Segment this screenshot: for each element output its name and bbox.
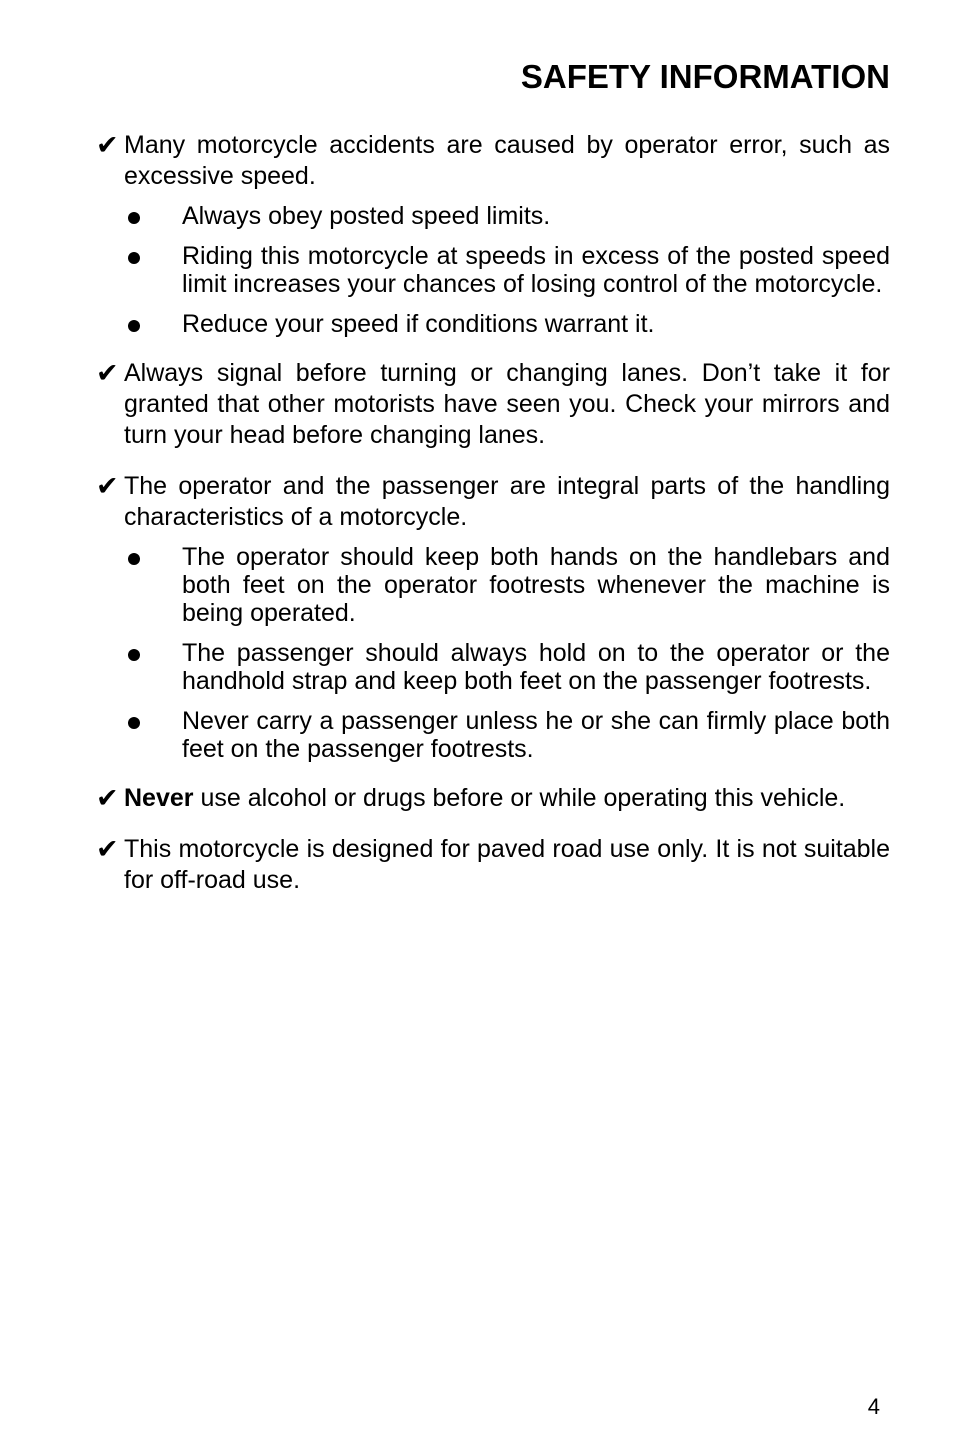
check-item-paved-road	[96, 834, 890, 896]
emphasis-never: Never	[124, 784, 194, 812]
bullet-text: Never carry a passenger unless he or she can firmly place both feet on the passenger footrests.	[182, 707, 890, 763]
bullet-item	[124, 202, 890, 230]
check-item-operator-error	[96, 130, 890, 338]
page-title: SAFETY INFORMATION	[520, 58, 890, 95]
bullet-item	[124, 310, 890, 338]
check-mark-icon: ✔	[96, 783, 119, 814]
bullet-icon	[128, 553, 140, 565]
check-item-rest: use alcohol or drugs before or while operating this vehicle.	[193, 784, 846, 812]
bullet-text: Reduce your speed if conditions warrant it.	[182, 310, 655, 338]
bullet-item	[124, 639, 890, 695]
bullet-text: The operator should keep both hands on the handlebars and both feet on the operator footrests whenever the machine is being operated.	[182, 543, 890, 627]
check-item-handling	[96, 471, 890, 763]
check-item-text: Always signal before turning or changing lanes. Don’t take it for granted that other motorists have seen you. Check your mirrors and turn your head before changing lanes.	[124, 359, 890, 449]
check-item-alcohol	[96, 783, 890, 814]
check-item-text: This motorcycle is designed for paved road use only. It is not suitable for off-road use.	[124, 835, 890, 894]
bullet-item	[124, 543, 890, 627]
check-item-text	[124, 783, 890, 814]
bullet-text: Always obey posted speed limits.	[182, 202, 551, 230]
check-mark-icon: ✔	[96, 471, 119, 502]
bullet-icon	[128, 212, 140, 224]
bullet-icon	[128, 320, 140, 332]
bullet-icon	[128, 717, 140, 729]
check-mark-icon: ✔	[96, 130, 119, 161]
check-mark-icon: ✔	[96, 358, 119, 389]
bullet-item	[124, 707, 890, 763]
bullet-list	[124, 543, 890, 763]
check-mark-icon: ✔	[96, 834, 119, 865]
bullet-list	[124, 202, 890, 338]
check-item-signal	[96, 358, 890, 451]
bullet-icon	[128, 252, 140, 264]
safety-content	[96, 130, 890, 916]
bullet-icon	[128, 649, 140, 661]
bullet-text: Riding this motorcycle at speeds in excess of the posted speed limit increases your chances of losing control of the motorcycle.	[182, 242, 890, 298]
check-item-text: Many motorcycle accidents are caused by operator error, such as excessive speed.	[124, 131, 890, 190]
bullet-item	[124, 242, 890, 298]
bullet-text: The passenger should always hold on to the operator or the handhold strap and keep both feet on the passenger footrests.	[182, 639, 890, 695]
page-number: 4	[867, 1394, 880, 1419]
check-item-text: The operator and the passenger are integral parts of the handling characteristics of a motorcycle.	[124, 472, 890, 531]
